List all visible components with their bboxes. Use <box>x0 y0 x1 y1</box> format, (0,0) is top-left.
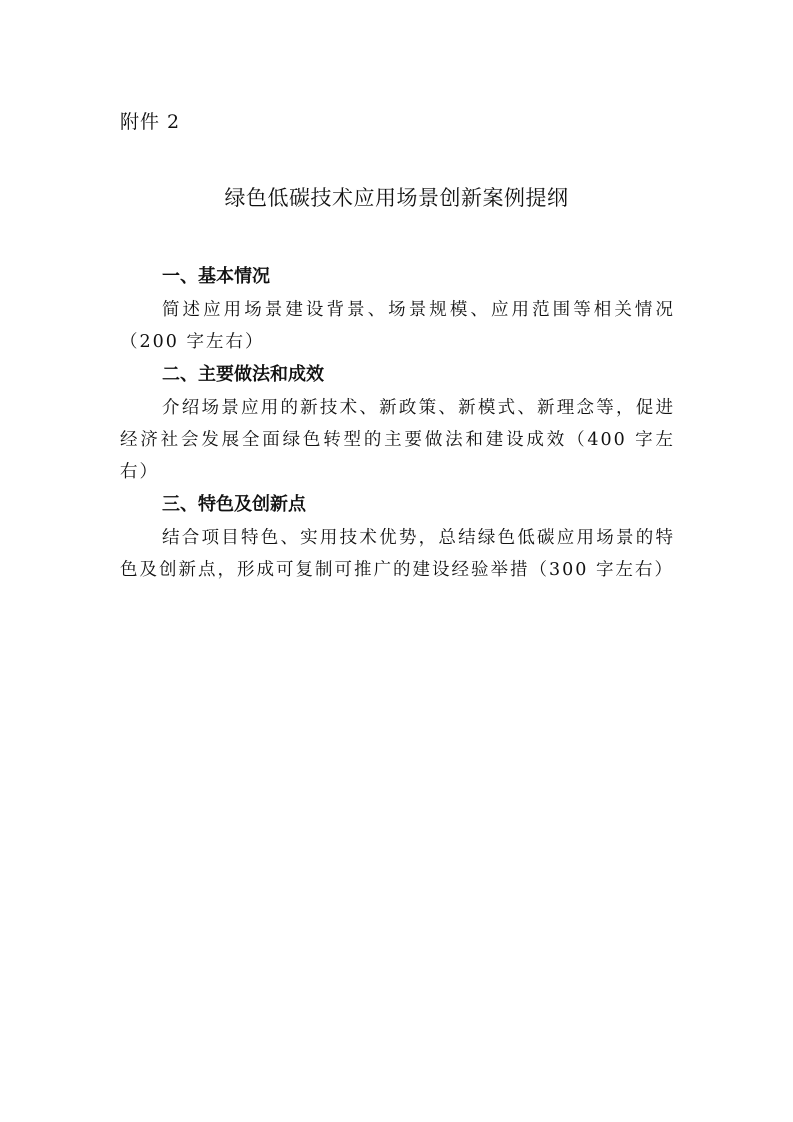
attachment-label: 附件 2 <box>120 111 181 133</box>
section-heading-practices-results: 二、主要做法和成效 <box>162 364 324 385</box>
section-heading-features-innovation: 三、特色及创新点 <box>162 494 306 515</box>
section-heading-basic-info: 一、基本情况 <box>162 266 270 287</box>
section-text-practices-results: 介绍场景应用的新技术、新政策、新模式、新理念等，促进经济社会发展全面绿色转型的主要做法和建设成效（400 字左右） <box>120 398 675 482</box>
section-text-features-innovation: 结合项目特色、实用技术优势，总结绿色低碳应用场景的特色及创新点，形成可复制可推广的建设经验举措（300 字左右） <box>120 528 675 580</box>
document-body <box>120 261 675 587</box>
section-text-basic-info: 简述应用场景建设背景、场景规模、应用范围等相关情况（200 字左右） <box>120 300 675 352</box>
document-title: 绿色低碳技术应用场景创新案例提纲 <box>224 186 569 210</box>
